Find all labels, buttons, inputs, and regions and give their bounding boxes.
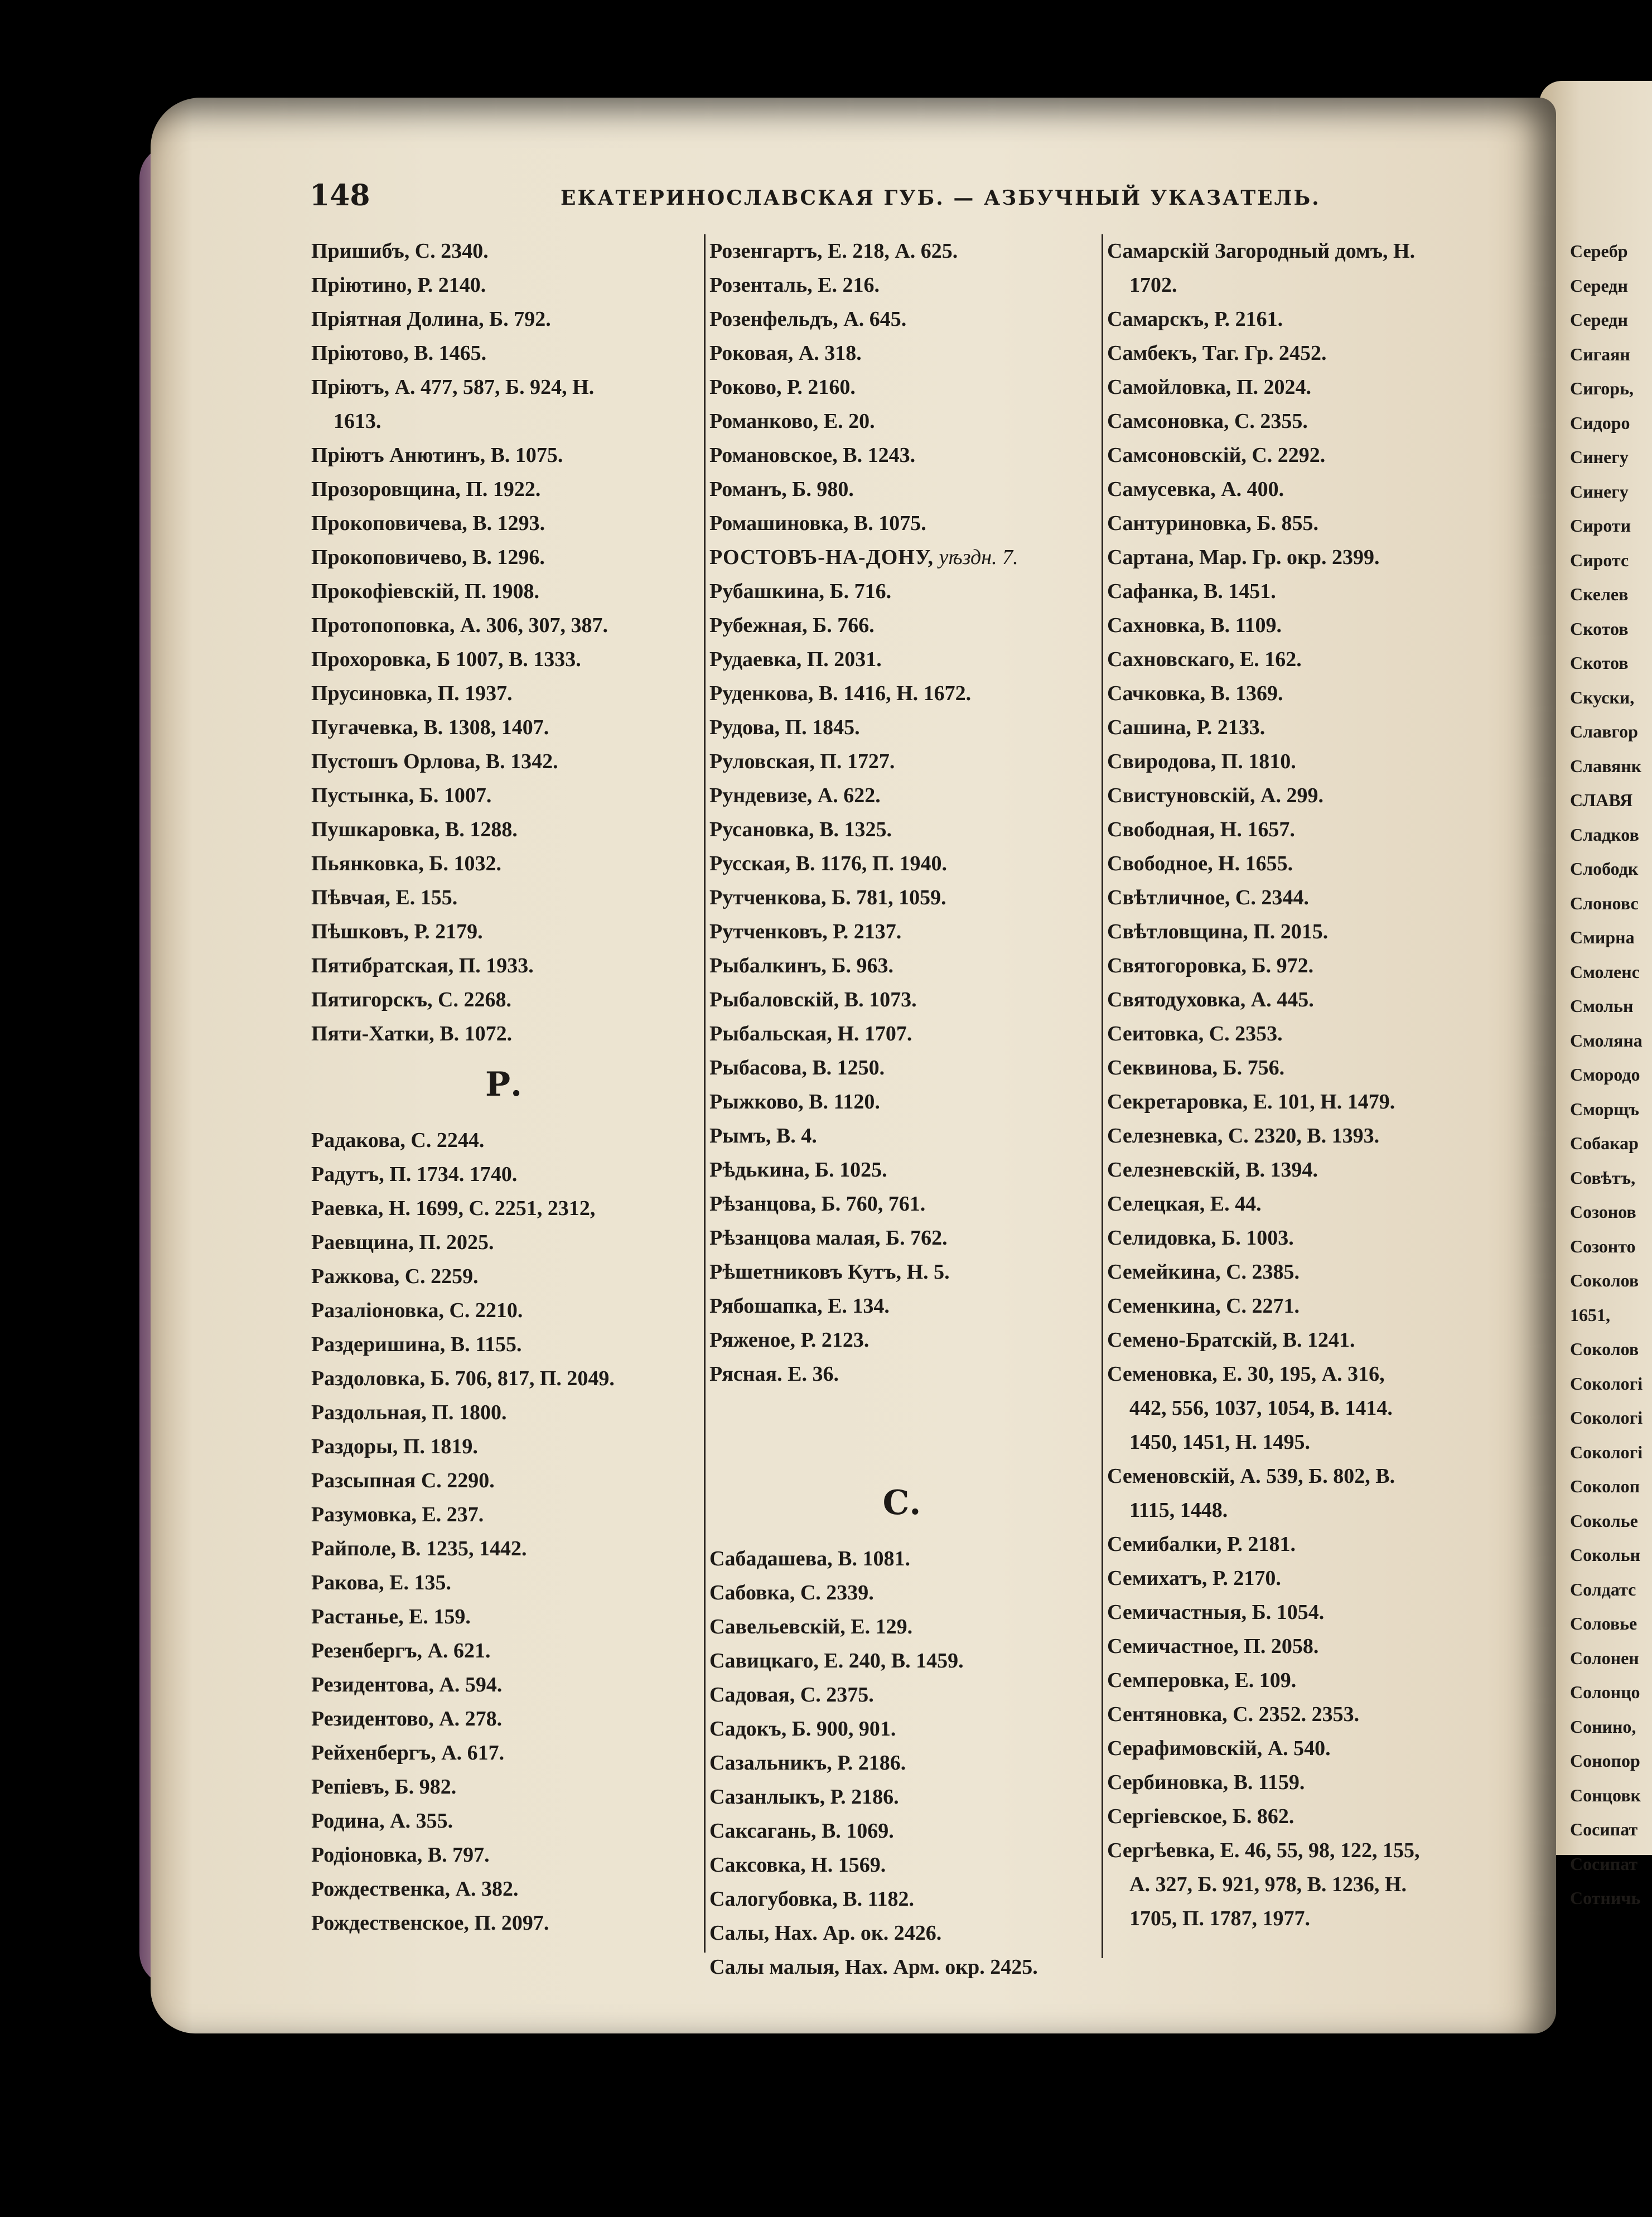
index-entry: Сигаян bbox=[1570, 344, 1630, 364]
index-entry: Пріятная Долина, Б. 792. bbox=[311, 307, 551, 331]
index-entry: Романъ, Б. 980. bbox=[709, 478, 854, 501]
index-entry: Радакова, С. 2244. bbox=[311, 1129, 485, 1152]
index-entry: Рымъ, В. 4. bbox=[709, 1124, 817, 1148]
index-entry: Резидентова, А. 594. bbox=[311, 1673, 503, 1697]
index-entry: Прокофіевскій, П. 1908. bbox=[311, 580, 540, 603]
index-entry: Пріютъ, А. 477, 587, Б. 924, Н. bbox=[311, 375, 595, 399]
index-entry: Сергѣевка, Е. 46, 55, 98, 122, 155, bbox=[1107, 1839, 1420, 1862]
index-entry: Созонов bbox=[1570, 1202, 1636, 1222]
index-entry: Разсыпная С. 2290. bbox=[311, 1469, 495, 1492]
index-entry: Салы, Нах. Ар. ок. 2426. bbox=[709, 1921, 942, 1945]
index-entry: Смольн bbox=[1570, 996, 1634, 1016]
index-entry: Соколоп bbox=[1570, 1476, 1640, 1496]
index-entry: Скелев bbox=[1570, 584, 1629, 604]
index-entry: Родина, А. 355. bbox=[311, 1809, 453, 1833]
index-entry: Пустынка, Б. 1007. bbox=[311, 784, 492, 807]
page-number: 148 bbox=[310, 179, 370, 213]
column-divider-1 bbox=[704, 234, 706, 1953]
section-spacer bbox=[709, 1391, 1094, 1469]
index-entry: Рождественка, А. 382. bbox=[311, 1877, 519, 1901]
index-entry: Скотов bbox=[1570, 618, 1629, 639]
index-entry: Смирна bbox=[1570, 927, 1635, 947]
index-entry: Сантуриновка, Б. 855. bbox=[1107, 512, 1318, 535]
index-entry: Сачковка, В. 1369. bbox=[1107, 682, 1283, 705]
index-entry: Савицкаго, Е. 240, В. 1459. bbox=[709, 1649, 964, 1673]
index-entry: Раздольная, П. 1800. bbox=[311, 1401, 507, 1424]
index-column-2 bbox=[709, 234, 1094, 1984]
index-entry: Сосипат bbox=[1570, 1819, 1638, 1839]
index-entry: Ряженое, Р. 2123. bbox=[709, 1328, 870, 1352]
index-entry: Пѣвчая, Е. 155. bbox=[311, 886, 458, 909]
index-entry: Свистуновскій, А. 299. bbox=[1107, 784, 1323, 807]
index-entry: Смородо bbox=[1570, 1064, 1640, 1085]
index-entry: Репіевъ, Б. 982. bbox=[311, 1775, 457, 1799]
index-entry: Самарскъ, Р. 2161. bbox=[1107, 307, 1283, 331]
facing-page-column bbox=[1570, 234, 1652, 1916]
index-entry: Раздоловка, Б. 706, 817, П. 2049. bbox=[311, 1367, 615, 1390]
index-entry: Салы малыя, Нах. Арм. окр. 2425. bbox=[709, 1955, 1038, 1979]
index-entry: Сентяновка, С. 2352. 2353. bbox=[1107, 1703, 1360, 1726]
index-entry: Сонцовк bbox=[1570, 1785, 1641, 1805]
column-divider-2 bbox=[1102, 234, 1103, 1958]
index-entry: Сафанка, В. 1451. bbox=[1107, 580, 1276, 603]
index-entry: Святогоровка, Б. 972. bbox=[1107, 954, 1314, 977]
index-entry: Пьянковка, Б. 1032. bbox=[311, 852, 502, 875]
index-entry: Радутъ, П. 1734. 1740. bbox=[311, 1163, 518, 1186]
index-entry: Рѣзанцова малая, Б. 762. bbox=[709, 1226, 948, 1250]
index-entry: Славгор bbox=[1570, 721, 1638, 741]
index-entry: Пятибратская, П. 1933. bbox=[311, 954, 534, 977]
index-entry: Рѣшетниковъ Кутъ, Н. 5. bbox=[709, 1260, 950, 1284]
index-entry: Середн bbox=[1570, 310, 1628, 330]
index-entry: Солонцо bbox=[1570, 1682, 1640, 1702]
index-entry: Рождественское, П. 2097. bbox=[311, 1911, 549, 1935]
index-entry: Рейхенбергъ, А. 617. bbox=[311, 1741, 505, 1765]
index-entry: Рубашкина, Б. 716. bbox=[709, 580, 892, 603]
index-entry: Рундевизе, А. 622. bbox=[709, 784, 881, 807]
index-entry: Созонто bbox=[1570, 1236, 1636, 1256]
index-entry: Собакар bbox=[1570, 1133, 1639, 1153]
index-entry: Роковая, А. 318. bbox=[709, 341, 862, 365]
index-entry: Серафимовскій, А. 540. bbox=[1107, 1737, 1331, 1760]
index-entry: Руденкова, В. 1416, Н. 1672. bbox=[709, 682, 972, 705]
index-entry: Семеновскій, А. 539, Б. 802, В. bbox=[1107, 1464, 1395, 1488]
index-entry: Руловская, П. 1727. bbox=[709, 750, 895, 773]
index-entry: Резидентово, А. 278. bbox=[311, 1707, 503, 1731]
index-entry: Ракова, Е. 135. bbox=[311, 1571, 452, 1594]
index-entry: Русановка, В. 1325. bbox=[709, 818, 892, 841]
index-entry: Розенгартъ, Е. 218, А. 625. bbox=[709, 239, 958, 263]
page-header bbox=[310, 179, 1321, 218]
index-entry: Середн bbox=[1570, 275, 1628, 296]
index-entry: Русская, В. 1176, П. 1940. bbox=[709, 852, 947, 875]
index-entry: Ромашиновка, В. 1075. bbox=[709, 512, 926, 535]
index-entry: Рыжково, В. 1120. bbox=[709, 1090, 880, 1114]
index-entry: Сотничь bbox=[1570, 1888, 1641, 1908]
index-entry: Селезневка, С. 2320, В. 1393. bbox=[1107, 1124, 1380, 1148]
index-entry: Сморщъ bbox=[1570, 1098, 1639, 1119]
index-entry: Прохоровка, Б 1007, В. 1333. bbox=[311, 648, 581, 671]
index-entry: Соколов bbox=[1570, 1339, 1639, 1359]
index-entry: Самойловка, П. 2024. bbox=[1107, 375, 1311, 399]
index-entry: Соловье bbox=[1570, 1613, 1637, 1633]
index-entry: Синегу bbox=[1570, 481, 1629, 502]
index-entry: Пріютъ Анютинъ, В. 1075. bbox=[311, 444, 563, 467]
index-entry: Пришибъ, С. 2340. bbox=[311, 239, 489, 263]
index-entry: Пятигорскъ, С. 2268. bbox=[311, 988, 511, 1011]
index-entry: Пѣшковъ, Р. 2179. bbox=[311, 920, 483, 943]
index-entry: Семено-Братскій, В. 1241. bbox=[1107, 1328, 1355, 1352]
index-entry: Прокоповичево, В. 1296. bbox=[311, 546, 545, 569]
index-entry: Семперовка, Е. 109. bbox=[1107, 1669, 1297, 1692]
index-entry: 1651, bbox=[1570, 1304, 1610, 1325]
index-entry: Романково, Е. 20. bbox=[709, 409, 875, 433]
index-entry: Самсоновка, С. 2355. bbox=[1107, 409, 1308, 433]
index-entry: Соколов bbox=[1570, 1270, 1639, 1290]
index-entry: Семибалки, Р. 2181. bbox=[1107, 1532, 1296, 1556]
index-entry: Прокоповичева, В. 1293. bbox=[311, 512, 545, 535]
index-entry: Раздеришина, В. 1155. bbox=[311, 1333, 522, 1356]
index-entry: Семихатъ, Р. 2170. bbox=[1107, 1567, 1281, 1590]
index-entry: Солонен bbox=[1570, 1647, 1639, 1668]
index-entry: Слоновс bbox=[1570, 893, 1639, 913]
index-entry: Сербиновка, В. 1159. bbox=[1107, 1771, 1305, 1794]
index-entry: Сазанлыкъ, Р. 2186. bbox=[709, 1785, 899, 1809]
index-entry: Садовая, С. 2375. bbox=[709, 1683, 874, 1707]
index-entry: Райполе, В. 1235, 1442. bbox=[311, 1537, 527, 1560]
index-entry: Сиротс bbox=[1570, 550, 1629, 570]
index-column-1 bbox=[311, 234, 696, 1940]
index-entry: Семичастныя, Б. 1054. bbox=[1107, 1601, 1325, 1624]
index-entry: Сашина, Р. 2133. bbox=[1107, 716, 1265, 739]
index-entry: Рябошапка, Е. 134. bbox=[709, 1294, 890, 1318]
index-entry: Свободная, Н. 1657. bbox=[1107, 818, 1295, 841]
index-entry: Смоляна bbox=[1570, 1030, 1643, 1050]
index-entry: Рыбальская, Н. 1707. bbox=[709, 1022, 912, 1045]
index-entry: Рыбалкинъ, Б. 963. bbox=[709, 954, 893, 977]
index-entry: Пріютово, В. 1465. bbox=[311, 341, 487, 365]
index-entry: Сабадашева, В. 1081. bbox=[709, 1547, 910, 1570]
index-entry: Романовское, В. 1243. bbox=[709, 444, 916, 467]
index-entry: Сеитовка, С. 2353. bbox=[1107, 1022, 1283, 1045]
index-entry: Прусиновка, П. 1937. bbox=[311, 682, 513, 705]
index-entry: Сокологі bbox=[1570, 1373, 1643, 1394]
district-name: РОСТОВЪ-НА-ДОНУ, bbox=[709, 546, 934, 569]
index-entry: Семейкина, С. 2385. bbox=[1107, 1260, 1300, 1284]
index-entry: Самсоновскій, С. 2292. bbox=[1107, 444, 1326, 467]
index-entry: Самарскій Загородный домъ, Н. bbox=[1107, 239, 1416, 263]
index-entry: Сонопор bbox=[1570, 1751, 1640, 1771]
index-entry: Сосипат bbox=[1570, 1853, 1638, 1874]
index-entry: Селезневскій, В. 1394. bbox=[1107, 1158, 1318, 1182]
index-entry: Совѣтъ, bbox=[1570, 1167, 1636, 1188]
index-entry: Раевка, Н. 1699, С. 2251, 2312, bbox=[311, 1197, 596, 1220]
index-entry: Сокологі bbox=[1570, 1442, 1643, 1462]
index-entry: Сладков bbox=[1570, 824, 1639, 845]
index-entry: Славянк bbox=[1570, 755, 1642, 776]
index-entry: Смоленс bbox=[1570, 961, 1640, 982]
index-entry: Сартана, Мар. Гр. окр. 2399. bbox=[1107, 546, 1380, 569]
index-entry: Свѣтловщина, П. 2015. bbox=[1107, 920, 1329, 943]
index-entry: Сахновскаго, Е. 162. bbox=[1107, 648, 1302, 671]
index-entry: Скуски, bbox=[1570, 687, 1635, 707]
index-entry: Саксагань, В. 1069. bbox=[709, 1819, 894, 1843]
index-entry: 1702. bbox=[1129, 273, 1177, 297]
index-entry: Селидовка, Б. 1003. bbox=[1107, 1226, 1294, 1250]
index-entry: Свѣтличное, С. 2344. bbox=[1107, 886, 1309, 909]
index-entry: Саксовка, Н. 1569. bbox=[709, 1853, 886, 1877]
index-entry: Сергіевское, Б. 862. bbox=[1107, 1805, 1294, 1828]
index-entry: Свиродова, П. 1810. bbox=[1107, 750, 1296, 773]
index-entry: Савельевскій, Е. 129. bbox=[709, 1615, 913, 1638]
index-entry: Слободк bbox=[1570, 859, 1639, 879]
index-entry: Секретаровка, Е. 101, Н. 1479. bbox=[1107, 1090, 1395, 1114]
index-entry: Пушкаровка, В. 1288. bbox=[311, 818, 518, 841]
index-entry: Селецкая, Е. 44. bbox=[1107, 1192, 1262, 1216]
index-entry: Разумовка, Е. 237. bbox=[311, 1503, 484, 1526]
index-entry: Рудаевка, П. 2031. bbox=[709, 648, 882, 671]
index-entry: Серебр bbox=[1570, 241, 1628, 261]
index-entry: Рѣзанцова, Б. 760, 761. bbox=[709, 1192, 926, 1216]
index-entry: Протопоповка, А. 306, 307, 387. bbox=[311, 614, 608, 637]
index-entry: Рутченкова, Б. 781, 1059. bbox=[709, 886, 946, 909]
index-entry: Родіоновка, В. 797. bbox=[311, 1843, 490, 1867]
index-entry: Садокъ, Б. 900, 901. bbox=[709, 1717, 896, 1741]
index-entry: Салогубовка, В. 1182. bbox=[709, 1887, 914, 1911]
index-entry: Ражкова, С. 2259. bbox=[311, 1265, 479, 1288]
index-entry: Рясная. Е. 36. bbox=[709, 1362, 839, 1386]
section-letter-s: С. bbox=[882, 1483, 921, 1522]
index-entry: Пустошъ Орлова, В. 1342. bbox=[311, 750, 558, 773]
index-entry: Растанье, Е. 159. bbox=[311, 1605, 471, 1628]
index-entry: Разаліоновка, С. 2210. bbox=[311, 1299, 523, 1322]
running-title: ЕКАТЕРИНОСЛАВСКАЯ ГУБ. — АЗБУЧНЫЙ УКАЗАТЕЛЬ. bbox=[561, 186, 1321, 210]
index-entry: Пяти-Хатки, В. 1072. bbox=[311, 1022, 513, 1045]
index-entry: Синегу bbox=[1570, 447, 1629, 467]
index-entry: Соколье bbox=[1570, 1510, 1638, 1531]
index-entry: Пріютино, Р. 2140. bbox=[311, 273, 486, 297]
index-entry: Солдатс bbox=[1570, 1579, 1636, 1599]
index-entry: Самусевка, А. 400. bbox=[1107, 478, 1284, 501]
index-entry: СЛАВЯ bbox=[1570, 790, 1633, 810]
index-entry: Пугачевка, В. 1308, 1407. bbox=[311, 716, 549, 739]
index-entry: Рыбаловскій, В. 1073. bbox=[709, 988, 917, 1011]
index-entry: Раздоры, П. 1819. bbox=[311, 1435, 478, 1458]
index-entry: Сокольн bbox=[1570, 1545, 1641, 1565]
index-entry: 1115, 1448. bbox=[1129, 1498, 1228, 1522]
index-entry: Рутченковъ, Р. 2137. bbox=[709, 920, 902, 943]
index-entry: Сахновка, В. 1109. bbox=[1107, 614, 1282, 637]
index-entry: Розенфельдъ, А. 645. bbox=[709, 307, 907, 331]
index-entry: Прозоровщина, П. 1922. bbox=[311, 478, 541, 501]
index-entry: Розенталь, Е. 216. bbox=[709, 273, 880, 297]
index-entry: Семеновка, Е. 30, 195, А. 316, bbox=[1107, 1362, 1385, 1386]
index-entry: Свободное, Н. 1655. bbox=[1107, 852, 1293, 875]
section-letter-r: Р. bbox=[485, 1065, 522, 1104]
index-entry: Раевщина, П. 2025. bbox=[311, 1231, 494, 1254]
index-entry: Сироти bbox=[1570, 515, 1631, 536]
index-entry: Святодуховка, А. 445. bbox=[1107, 988, 1314, 1011]
index-entry: Сонино, bbox=[1570, 1716, 1636, 1737]
index-entry: Скотов bbox=[1570, 653, 1629, 673]
index-entry: Семенкина, С. 2271. bbox=[1107, 1294, 1300, 1318]
index-entry: 1613. bbox=[334, 409, 381, 433]
index-entry: 1705, П. 1787, 1977. bbox=[1129, 1907, 1311, 1930]
index-entry: Сокологі bbox=[1570, 1408, 1643, 1428]
index-entry: 442, 556, 1037, 1054, В. 1414. bbox=[1129, 1396, 1393, 1420]
index-entry: 1450, 1451, Н. 1495. bbox=[1129, 1430, 1311, 1454]
index-entry: Сазальникъ, Р. 2186. bbox=[709, 1751, 906, 1775]
index-entry: Самбекъ, Таг. Гр. 2452. bbox=[1107, 341, 1327, 365]
index-entry: Рѣдькина, Б. 1025. bbox=[709, 1158, 887, 1182]
district-entry bbox=[709, 541, 1094, 575]
index-entry: Роково, Р. 2160. bbox=[709, 375, 856, 399]
index-entry: Семичастное, П. 2058. bbox=[1107, 1635, 1319, 1658]
index-entry: Сигорь, bbox=[1570, 378, 1634, 398]
index-entry: Рудова, П. 1845. bbox=[709, 716, 860, 739]
index-entry: Рубежная, Б. 766. bbox=[709, 614, 875, 637]
index-column-3 bbox=[1107, 234, 1531, 1936]
index-entry: Секвинова, Б. 756. bbox=[1107, 1056, 1285, 1079]
index-entry: Сабовка, С. 2339. bbox=[709, 1581, 874, 1604]
index-entry: Сидоро bbox=[1570, 412, 1630, 433]
index-entry: Резенбергъ, А. 621. bbox=[311, 1639, 491, 1662]
district-note: уѣздн. 7. bbox=[939, 546, 1018, 569]
index-entry: Рыбасова, В. 1250. bbox=[709, 1056, 885, 1079]
index-entry: А. 327, Б. 921, 978, В. 1236, Н. bbox=[1129, 1873, 1407, 1896]
